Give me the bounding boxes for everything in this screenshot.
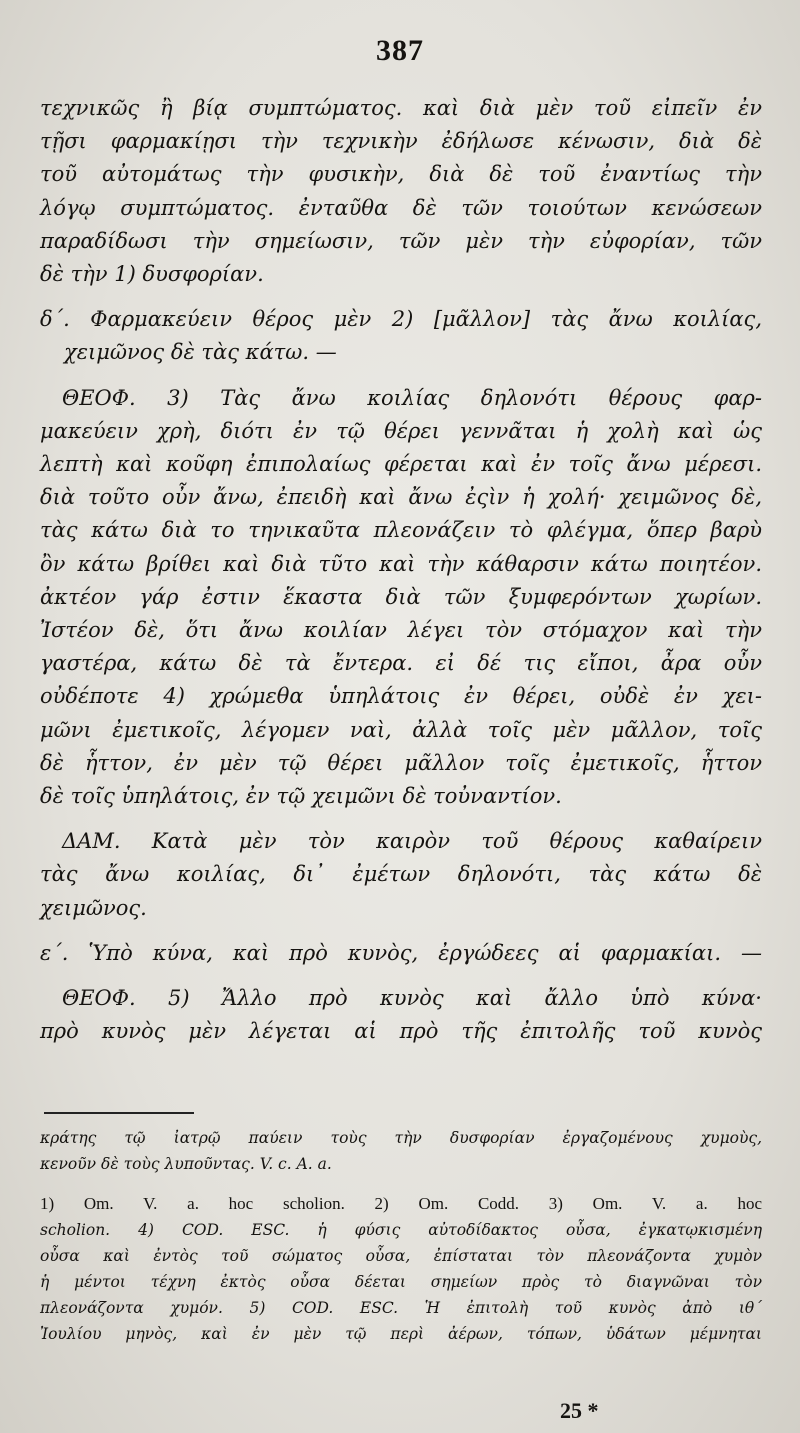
text-line: τὰς κάτω διὰ το τηνικαῦτα πλεονάζειν τὸ φλέγμα, ὅπερ βαρὺ: [40, 518, 762, 543]
text-line: λόγῳ συμπτώματος. ἐνταῦθα δὲ τῶν τοιούτων κενώσεων: [40, 195, 762, 220]
text-line: δὲ τὴν 1) δυσφορίαν.: [40, 262, 264, 287]
footnote-line: κράτης τῷ ἰατρῷ παύειν τοὺς τὴν δυσφορίαν ἐργαζομένους χυμοὺς,: [40, 1129, 762, 1147]
footnote-line: ἡ μέντοι τέχνη ἐκτὸς οὖσα δέεται σημείων πρὸς τὸ διαγνῶναι τὸν: [40, 1273, 762, 1291]
text-line: δὲ τοῖς ὑπηλάτοις, ἐν τῷ χειμῶνι δὲ τοὐναντίον.: [40, 784, 562, 809]
text-line: τεχνικῶς ἢ βίᾳ συμπτώματος. καὶ διὰ μὲν τοῦ εἰπεῖν ἐν: [40, 96, 762, 120]
footnote-line: scholion. 4) COD. ESC. ἡ φύσις αὐτοδίδακτος οὖσα, ἐγκατῳκισμένη: [40, 1221, 762, 1239]
footnote-line: κενοῦν δὲ τοὺς λυποῦντας. V. c. A. a.: [40, 1155, 332, 1173]
text-line: ὂν κάτω βρίθει καὶ διὰ τῦτο καὶ τὴν κάθαρσιν κάτω ποιητέον.: [40, 551, 762, 576]
text-line: ἀκτέον γάρ ἐστιν ἕκαστα διὰ τῶν ξυμφερόντων χωρίων.: [40, 584, 762, 609]
text-line: χειμῶνος.: [40, 895, 147, 920]
signature-mark: 25 *: [560, 1398, 599, 1423]
footnote-line: 1) Om. V. a. hoc scholion. 2) Om. Codd. 3) Om. V. a. hoc: [40, 1194, 762, 1213]
text-line: παραδίδωσι τὴν σημείωσιν, τῶν μὲν τὴν εὐφορίαν, τῶν: [40, 228, 762, 253]
text-line: τῇσι φαρμακίῃσι τὴν τεχνικὴν ἐδήλωσε κένωσιν, διὰ δὲ: [40, 129, 762, 154]
aphorism-heading: ε΄. Ὑπὸ κύνα, καὶ πρὸ κυνὸς, ἐργώδεες αἱ φαρμακίαι. —: [40, 940, 762, 965]
footnote-line: Ἰουλίου μηνὸς, καὶ ἐν μὲν τῷ περὶ ἀέρων, τόπων, ὑδάτων μέμνηται: [40, 1325, 762, 1343]
text-line: τὰς ἄνω κοιλίας, δι᾽ ἐμέτων δηλονότι, τὰς κάτω δὲ: [40, 862, 762, 887]
footnotes: [40, 1125, 762, 1347]
text-line: μῶνι ἐμετικοῖς, λέγομεν ναὶ, ἀλλὰ τοῖς μὲν μᾶλλον, τοῖς: [40, 717, 762, 742]
commentary-line: ΘΕΟΦ. 5) Ἄλλο πρὸ κυνὸς καὶ ἄλλο ὑπὸ κύνα·: [62, 986, 762, 1011]
text-line: πρὸ κυνὸς μὲν λέγεται αἱ πρὸ τῆς ἐπιτολῆς τοῦ κυνὸς: [40, 1019, 762, 1044]
text-line: δὲ ἧττον, ἐν μὲν τῷ θέρει μᾶλλον τοῖς ἐμετικοῖς, ἧττον: [40, 750, 762, 775]
text-line: λεπτὴ καὶ κοῦφη ἐπιπολαίως φέρεται καὶ ἐν τοῖς ἄνω μέρεσι.: [40, 452, 762, 477]
text-line: μακεύειν χρὴ, διότι ἐν τῷ θέρει γεννᾶται ἡ χολὴ καὶ ὡς: [40, 418, 762, 443]
footnote-line: πλεονάζοντα χυμόν. 5) COD. ESC. Ἡ ἐπιτολὴ τοῦ κυνὸς ἀπὸ ιθ΄: [40, 1299, 762, 1317]
footnote-divider: [44, 1112, 194, 1114]
main-text: [40, 92, 762, 1048]
text-line: διὰ τοῦτο οὖν ἄνω, ἐπειδὴ καὶ ἄνω ἐςὶν ἡ χολή· χειμῶνος δὲ,: [40, 485, 762, 510]
page-number: 387: [376, 34, 424, 67]
commentary-line: ΔΑΜ. Κατὰ μὲν τὸν καιρὸν τοῦ θέρους καθαίρειν: [62, 829, 762, 854]
text-line: τοῦ αὐτομάτως τὴν φυσικὴν, διὰ δὲ τοῦ ἐναντίως τὴν: [40, 162, 762, 187]
text-line: γαστέρα, κάτω δὲ τὰ ἔντερα. εἰ δέ τις εἴποι, ἆρα οὖν: [40, 651, 762, 676]
text-line: Ἰστέον δὲ, ὅτι ἄνω κοιλίαν λέγει τὸν στόμαχον καὶ τὴν: [40, 618, 762, 643]
commentary-line: ΘΕΟΦ. 3) Τὰς ἄνω κοιλίας δηλονότι θέρους φαρ-: [62, 385, 762, 410]
footnote-line: οὖσα καὶ ἐντὸς τοῦ σώματος οὖσα, ἐπίσταται τὸν πλεονάζοντα χυμὸν: [40, 1247, 762, 1265]
text-line: οὐδέποτε 4) χρώμεθα ὑπηλάτοις ἐν θέρει, οὐδὲ ἐν χει-: [40, 684, 762, 709]
text-line: χειμῶνος δὲ τὰς κάτω. —: [64, 340, 337, 365]
aphorism-heading: δ΄. Φαρμακεύειν θέρος μὲν 2) [μᾶλλον] τὰς ἄνω κοιλίας,: [40, 307, 762, 332]
